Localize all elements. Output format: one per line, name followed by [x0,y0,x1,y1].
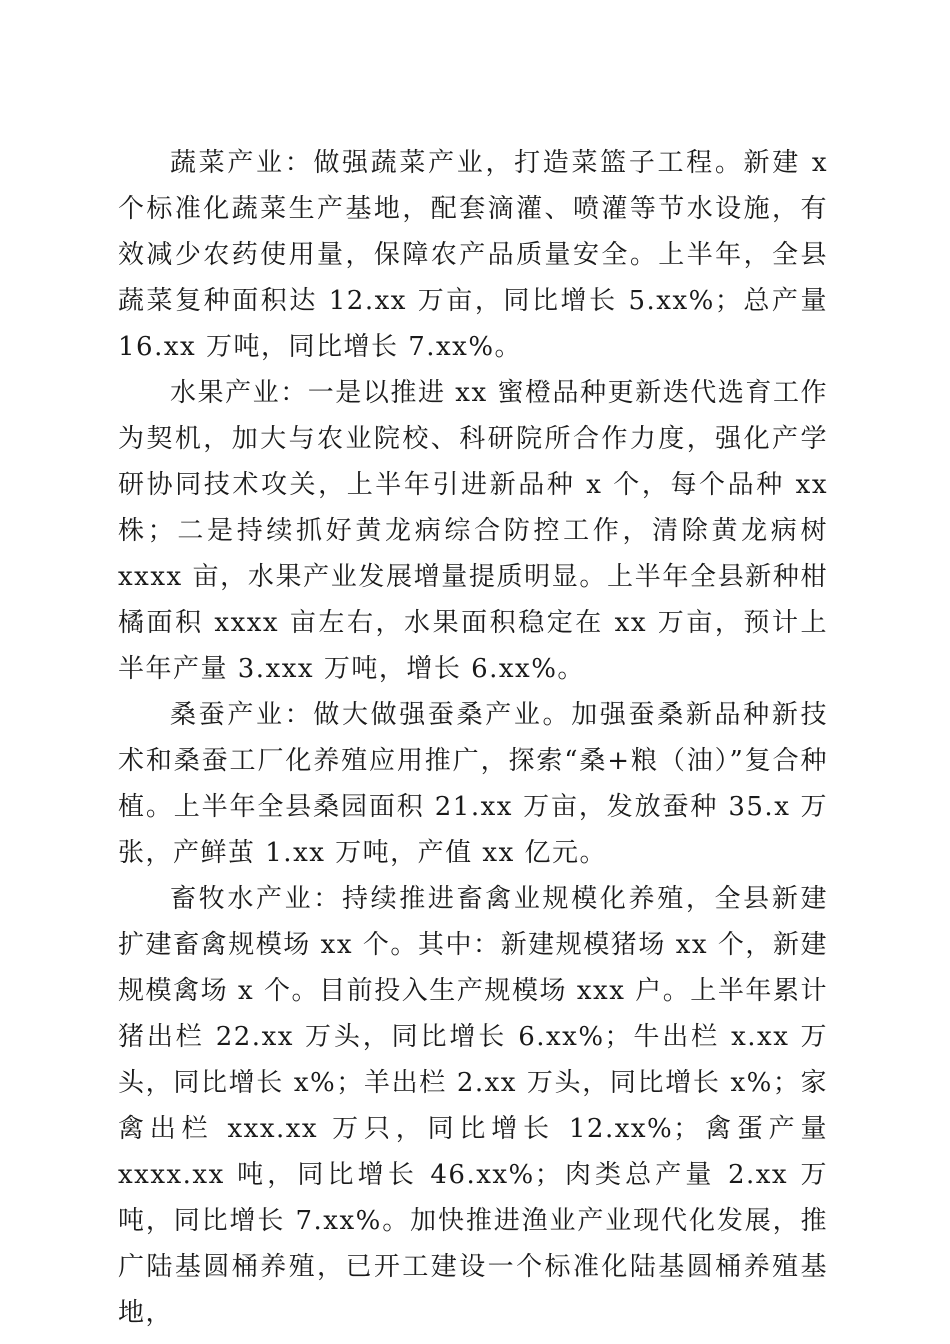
paragraph-vegetable-industry: 蔬菜产业：做强蔬菜产业，打造菜篮子工程。新建 x 个标准化蔬菜生产基地，配套滴灌、喷灌等节水设施，有效减少农药使用量，保障农产品质量安全。上半年，全县蔬菜复种面积达 12.xx 万亩，同比增长 5.xx%；总产量 16.xx 万吨，同比增长 7.xx%。 [118,148,828,362]
paragraph-livestock-aquatic-industry: 畜牧水产业：持续推进畜禽业规模化养殖，全县新建扩建畜禽规模场 xx 个。其中：新建规模猪场 xx 个，新建规模禽场 x 个。目前投入生产规模场 xxx 户。上半年累计猪出栏 22.xx 万头，同比增长 6.xx%；牛出栏 x.xx 万头，同比增长 x%；羊出栏 2.xx 万头，同比增长 x%；家禽出栏 xxx.xx 万只，同比增长 12.xx%；禽蛋产量 xxxx.xx 吨，同比增长 46.xx%；肉类总产量 2.xx 万吨，同比增长 7.xx%。加快推进渔业产业现代化发展，推广陆基圆桶养殖，已开工建设一个标准化陆基圆桶养殖基地， [118,884,828,1328]
paragraph-fruit-industry: 水果产业：一是以推进 xx 蜜橙品种更新迭代选育工作为契机，加大与农业院校、科研院所合作力度，强化产学研协同技术攻关，上半年引进新品种 x 个，每个品种 xx 株；二是持续抓好黄龙病综合防控工作，清除黄龙病树 xxxx 亩，水果产业发展增量提质明显。上半年全县新种柑橘面积 xxxx 亩左右，水果面积稳定在 xx 万亩，预计上半年产量 3.xxx 万吨，增长 6.xx%。 [118,378,828,684]
document-body [118,140,828,1336]
paragraph-sericulture-industry: 桑蚕产业：做大做强蚕桑产业。加强蚕桑新品种新技术和桑蚕工厂化养殖应用推广，探索“桑+粮（油）”复合种植。上半年全县桑园面积 21.xx 万亩，发放蚕种 35.x 万张，产鲜茧 1.xx 万吨，产值 xx 亿元。 [118,700,828,868]
